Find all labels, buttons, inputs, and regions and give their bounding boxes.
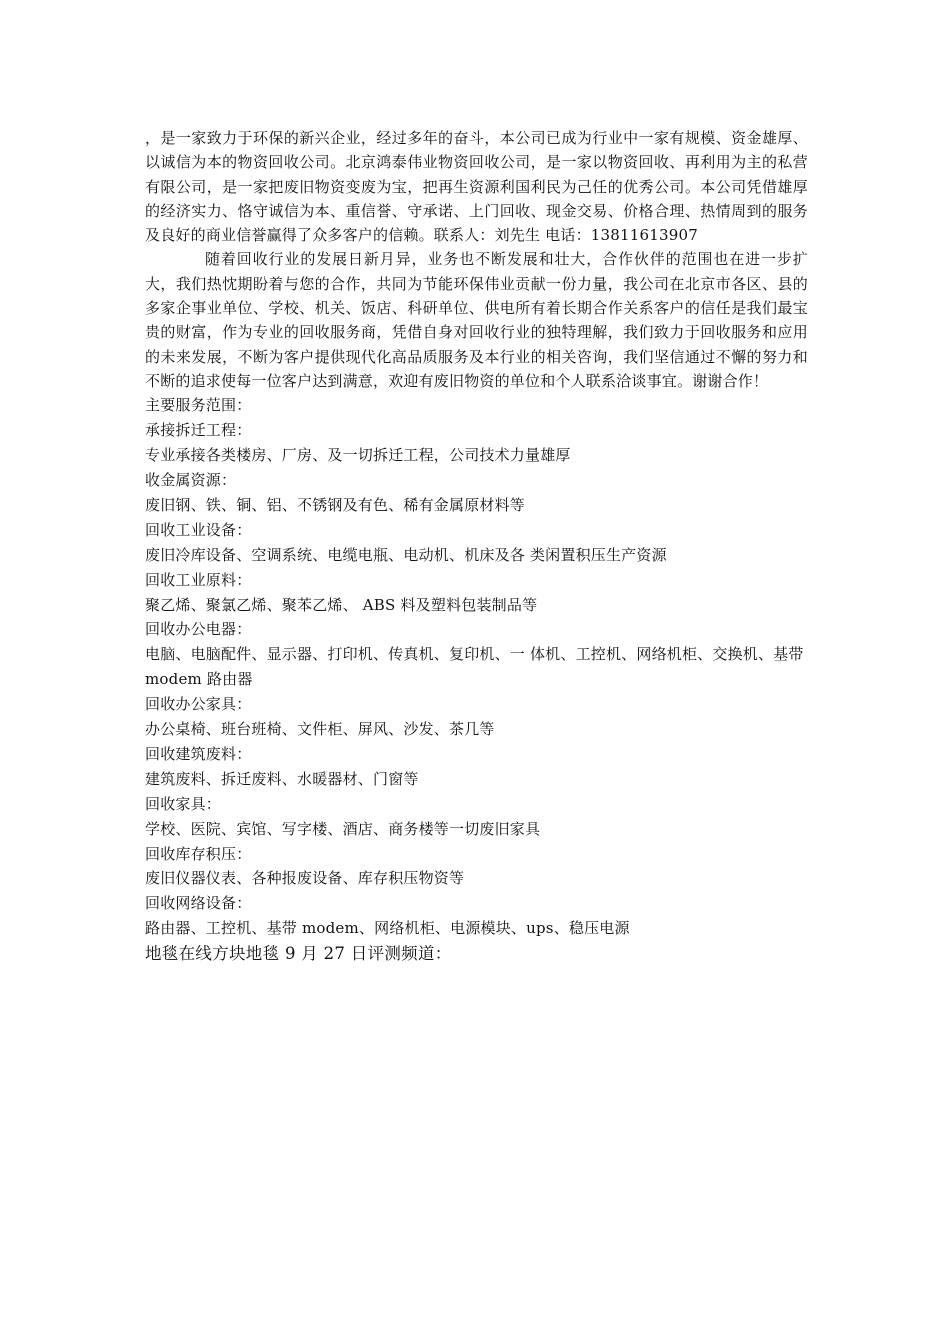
service-description: 学校、医院、宾馆、写字楼、酒店、商务楼等一切废旧家具 [145, 819, 541, 838]
service-description: 废旧仪器仪表、各种报废设备、库存积压物资等 [145, 869, 465, 888]
service-category: 回收工业设备： [145, 520, 252, 539]
document-page [145, 126, 808, 966]
service-description: 办公桌椅、班台班椅、文件柜、屏风、沙发、茶几等 [145, 720, 495, 739]
closing-heading: 地毯在线方块地毯 9 月 27 日评测频道： [145, 944, 452, 964]
service-category: 回收建筑废料： [145, 744, 252, 763]
service-list [145, 393, 808, 941]
company-intro-paragraph: ，是一家致力于环保的新兴企业，经过多年的奋斗，本公司已成为行业中一家有规模、资金雄厚、以诚信为本的物资回收公司。北京鸿泰伟业物资回收公司，是一家以物资回收、再利用为主的私营有限公司，是一家把废旧物资变废为宝，把再生资源利国利民为己任的优秀公司。本公司凭借雄厚的经济实力、恪守诚信为本、重信誉、守承诺、上门回收、现金交易、价格合理、热情周到的服务及良好的商业信誉赢得了众多客户的信赖。联系人：刘先生 电话：13811613907 [145, 129, 808, 245]
service-category: 回收办公电器： [145, 620, 252, 639]
service-category: 回收工业原料： [145, 570, 252, 589]
service-description: 建筑废料、拆迁废料、水暖器材、门窗等 [145, 769, 419, 788]
service-description: 路由器、工控机、基带 modem、网络机柜、电源模块、ups、稳压电源 [145, 919, 630, 938]
service-category: 回收家具： [145, 794, 222, 813]
service-category: 回收网络设备： [145, 894, 252, 913]
service-category: 回收库存积压： [145, 844, 252, 863]
cooperation-paragraph: 随着回收行业的发展日新月异，业务也不断发展和壮大，合作伙伴的范围也在进一步扩大，我们热忱期盼着与您的合作，共同为节能环保伟业贡献一份力量，我公司在北京市各区、县的多家企事业单位、学校、机关、饭店、科研单位、供电所有着长期合作关系客户的信任是我们最宝贵的财富，作为专业的回收服务商，凭借自身对回收行业的独特理解，我们致力于回收服务和应用的未来发展，不断为客户提供现代化高品质服务及本行业的相关咨询，我们坚信通过不懈的努力和不断的追求使每一位客户达到满意，欢迎有废旧物资的单位和个人联系洽谈事宜。谢谢合作！ [145, 250, 808, 390]
service-scope-title: 主要服务范围： [145, 396, 252, 415]
service-description: 电脑、电脑配件、显示器、打印机、传真机、复印机、一 体机、工控机、网络机柜、交换机、基带 modem 路由器 [145, 645, 804, 689]
service-category: 承接拆迁工程： [145, 421, 252, 440]
service-category: 收金属资源： [145, 470, 237, 489]
service-description: 废旧冷库设备、空调系统、电缆电瓶、电动机、机床及各 类闲置积压生产资源 [145, 545, 667, 564]
service-description: 聚乙烯、聚氯乙烯、聚苯乙烯、 ABS 料及塑料包装制品等 [145, 595, 538, 614]
service-category: 回收办公家具： [145, 695, 252, 714]
service-description: 废旧钢、铁、铜、铝、不锈钢及有色、稀有金属原材料等 [145, 495, 526, 514]
service-description: 专业承接各类楼房、厂房、及一切拆迁工程，公司技术力量雄厚 [145, 446, 571, 465]
